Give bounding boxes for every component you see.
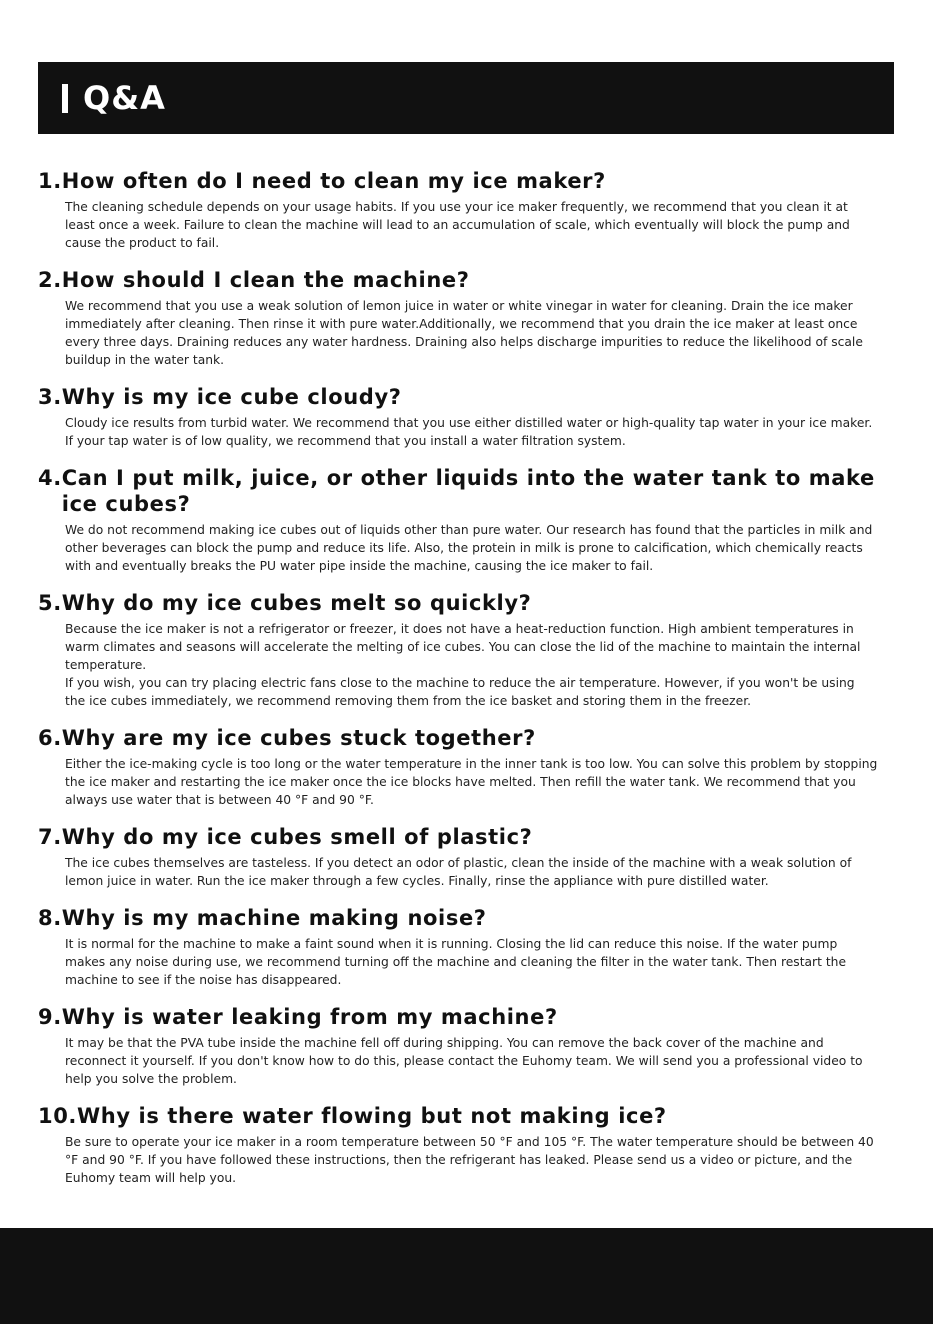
section-header [38, 62, 894, 134]
answer-paragraph: The cleaning schedule depends on your usage habits. If you use your ice maker frequently, we recommend that you clean it at least once a week. Failure to clean the machine will lead to an accumulation of scale, which eventually will block the pump and cause the product to fail. [65, 200, 850, 250]
question-number: 8. [38, 906, 62, 930]
question-number: 7. [38, 825, 62, 849]
question-text: How should I clean the machine? [61, 268, 470, 292]
answer-text [65, 297, 878, 369]
question-text: Why is my machine making noise? [61, 906, 487, 930]
question-text: Why is my ice cube cloudy? [61, 385, 402, 409]
answer-text [65, 854, 878, 890]
question-text: Why is water leaking from my machine? [61, 1005, 558, 1029]
question-text: Why is there water flowing but not making ice? [77, 1104, 667, 1128]
answer-paragraph: Be sure to operate your ice maker in a room temperature between 50 °F and 105 °F. The water temperature should be between 40 °F and 90 °F. If you have followed these instructions, then the refrigerant has leaked. Please send us a video or picture, and the Euhomy team will help you. [65, 1135, 874, 1185]
question-text: Can I put milk, juice, or other liquids into the water tank to make ice cubes? [61, 466, 875, 516]
qa-item-3 [38, 384, 878, 450]
question-heading [38, 168, 878, 194]
footer-bar [0, 1228, 933, 1324]
answer-text [65, 198, 878, 252]
qa-item-4 [38, 465, 878, 575]
question-heading [38, 465, 878, 517]
qa-item-2 [38, 267, 878, 369]
answer-text [65, 414, 878, 450]
answer-text [65, 1034, 878, 1088]
answer-paragraph: The ice cubes themselves are tasteless. If you detect an odor of plastic, clean the inside of the machine with a weak solution of lemon juice in water. Run the ice maker through a few cycles. Finally, rinse the appliance with pure distilled water. [65, 856, 852, 888]
answer-text [65, 521, 878, 575]
qa-item-5 [38, 590, 878, 710]
qa-item-9 [38, 1004, 878, 1088]
answer-paragraph: Cloudy ice results from turbid water. We recommend that you use either distilled water or high-quality tap water in your ice maker. If your tap water is of low quality, we recommend that you install a water filtration system. [65, 416, 873, 448]
question-text: How often do I need to clean my ice maker? [61, 169, 606, 193]
answer-paragraph: Either the ice-making cycle is too long or the water temperature in the inner tank is too low. You can solve this problem by stopping the ice maker and restarting the ice maker once the ice blocks have melted. Then refill the water tank. We recommend that you always use water that is between 40 °F and 90 °F. [65, 757, 878, 807]
question-number: 1. [38, 169, 62, 193]
question-number: 5. [38, 591, 62, 615]
question-text: Why do my ice cubes smell of plastic? [61, 825, 533, 849]
question-number: 3. [38, 385, 62, 409]
question-text: Why are my ice cubes stuck together? [61, 726, 536, 750]
qa-list [38, 168, 878, 1202]
answer-paragraph: Because the ice maker is not a refrigerator or freezer, it does not have a heat-reduction function. High ambient temperatures in warm climates and seasons will accelerate the melting of ice cubes. You can close the lid of the machine to maintain the internal temperature. [65, 622, 861, 672]
question-heading [38, 1004, 878, 1030]
qa-item-7 [38, 824, 878, 890]
qa-item-8 [38, 905, 878, 989]
question-heading [38, 267, 878, 293]
question-heading [38, 725, 878, 751]
question-heading [38, 824, 878, 850]
answer-paragraph: It is normal for the machine to make a faint sound when it is running. Closing the lid can reduce this noise. If the water pump makes any noise during use, we recommend turning off the machine and cleaning the filter in the water tank. Then restart the machine to see if the noise has disappeared. [65, 937, 847, 987]
question-number: 2. [38, 268, 62, 292]
qa-item-10 [38, 1103, 878, 1187]
qa-item-6 [38, 725, 878, 809]
question-heading [38, 1103, 878, 1129]
answer-text [65, 620, 878, 710]
question-text: Why do my ice cubes melt so quickly? [61, 591, 532, 615]
question-number: 10. [38, 1104, 78, 1128]
question-heading [38, 384, 878, 410]
page-title: Q&A [83, 79, 166, 117]
answer-text [65, 1133, 878, 1187]
question-heading [38, 590, 878, 616]
question-number: 4. [38, 466, 62, 490]
answer-text [65, 755, 878, 809]
answer-paragraph: It may be that the PVA tube inside the machine fell off during shipping. You can remove the back cover of the machine and reconnect it yourself. If you don't know how to do this, please contact the Euhomy team. We will send you a professional video to help you solve the problem. [65, 1036, 863, 1086]
question-number: 6. [38, 726, 62, 750]
answer-paragraph: If you wish, you can try placing electric fans close to the machine to reduce the air temperature. However, if you won't be using the ice cubes immediately, we recommend removing them from the ice basket and storing them in the freezer. [65, 676, 855, 708]
question-number: 9. [38, 1005, 62, 1029]
header-marker-bar [62, 84, 68, 113]
answer-text [65, 935, 878, 989]
question-heading [38, 905, 878, 931]
answer-paragraph: We do not recommend making ice cubes out of liquids other than pure water. Our research has found that the particles in milk and other beverages can block the pump and reduce its life. Also, the protein in milk is prone to calcification, which chemically reacts with and eventually breaks the PU water pipe inside the machine, causing the ice maker to fail. [65, 523, 873, 573]
answer-paragraph: We recommend that you use a weak solution of lemon juice in water or white vinegar in water for cleaning. Drain the ice maker immediately after cleaning. Then rinse it with pure water.Additionally, we recommend that you drain the ice maker at least once every three days. Draining reduces any water hardness. Draining also helps discharge impurities to reduce the likelihood of scale buildup in the water tank. [65, 299, 863, 367]
qa-item-1 [38, 168, 878, 252]
